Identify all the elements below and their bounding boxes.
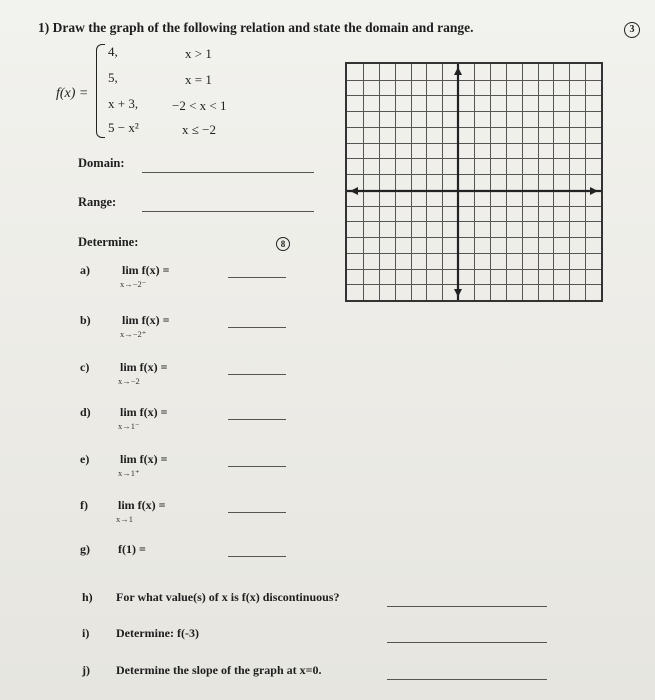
limit-expression: lim f(x) = (120, 452, 168, 466)
limit-answer-line[interactable] (228, 556, 286, 557)
limit-answer-line[interactable] (228, 419, 286, 420)
arrow-right-icon (590, 187, 598, 195)
question-title: 1) Draw the graph of the following relation and state the domain and range. (38, 20, 474, 35)
grid-svg (347, 64, 601, 300)
limit-letter: e) (80, 452, 90, 466)
question-j-answer-line[interactable] (387, 679, 547, 680)
case-expr-4: 5 − x² (108, 120, 139, 135)
limit-letter: f) (80, 498, 88, 512)
limit-subscript: x→1 (116, 514, 133, 524)
case-expr-2: 5, (108, 70, 118, 85)
determine-points-badge: 8 (276, 237, 290, 251)
question-i-letter: i) (82, 626, 90, 640)
limit-subscript: x→−2⁺ (120, 329, 147, 339)
limit-letter: b) (80, 313, 91, 327)
brace-icon (96, 44, 105, 138)
arrow-up-icon (454, 67, 462, 75)
points-badge: 3 (624, 22, 640, 38)
limit-answer-line[interactable] (228, 327, 286, 328)
domain-label: Domain: (78, 156, 125, 170)
function-name: f(x) = (56, 86, 89, 101)
limit-expression: lim f(x) = (122, 313, 170, 327)
limit-answer-line[interactable] (228, 466, 286, 467)
case-cond-2: x = 1 (185, 72, 212, 87)
graph-grid[interactable] (345, 62, 603, 302)
limit-answer-line[interactable] (228, 512, 286, 513)
limit-expression: lim f(x) = (122, 263, 170, 277)
question-h-answer-line[interactable] (387, 606, 547, 607)
limit-answer-line[interactable] (228, 277, 286, 278)
range-answer-line[interactable] (142, 211, 314, 212)
limit-subscript: x→1⁺ (118, 468, 140, 478)
case-expr-3: x + 3, (108, 96, 139, 111)
question-h-text: For what value(s) of x is f(x) discontinuous? (116, 590, 340, 604)
question-i-text: Determine: f(-3) (116, 626, 199, 640)
limit-expression: f(1) = (118, 542, 146, 556)
question-h-letter: h) (82, 590, 93, 604)
case-cond-1: x > 1 (185, 46, 212, 61)
limit-letter: g) (80, 542, 90, 556)
limit-subscript: x→1⁻ (118, 421, 140, 431)
limit-expression: lim f(x) = (118, 498, 166, 512)
limit-letter: d) (80, 405, 91, 419)
limit-expression: lim f(x) = (120, 360, 168, 374)
limit-answer-line[interactable] (228, 374, 286, 375)
domain-answer-line[interactable] (142, 172, 314, 173)
question-i-answer-line[interactable] (387, 642, 547, 643)
case-cond-3: −2 < x < 1 (172, 98, 227, 113)
determine-label: Determine: (78, 235, 139, 249)
limit-subscript: x→−2⁻ (120, 279, 147, 289)
limit-subscript: x→−2 (118, 376, 140, 386)
case-expr-1: 4, (108, 44, 118, 59)
question-j-letter: j) (82, 663, 90, 677)
limit-expression: lim f(x) = (120, 405, 168, 419)
arrow-down-icon (454, 289, 462, 297)
range-label: Range: (78, 195, 117, 209)
case-cond-4: x ≤ −2 (182, 122, 216, 137)
question-j-text: Determine the slope of the graph at x=0. (116, 663, 322, 677)
arrow-left-icon (350, 187, 358, 195)
limit-letter: a) (80, 263, 90, 277)
limit-letter: c) (80, 360, 90, 374)
